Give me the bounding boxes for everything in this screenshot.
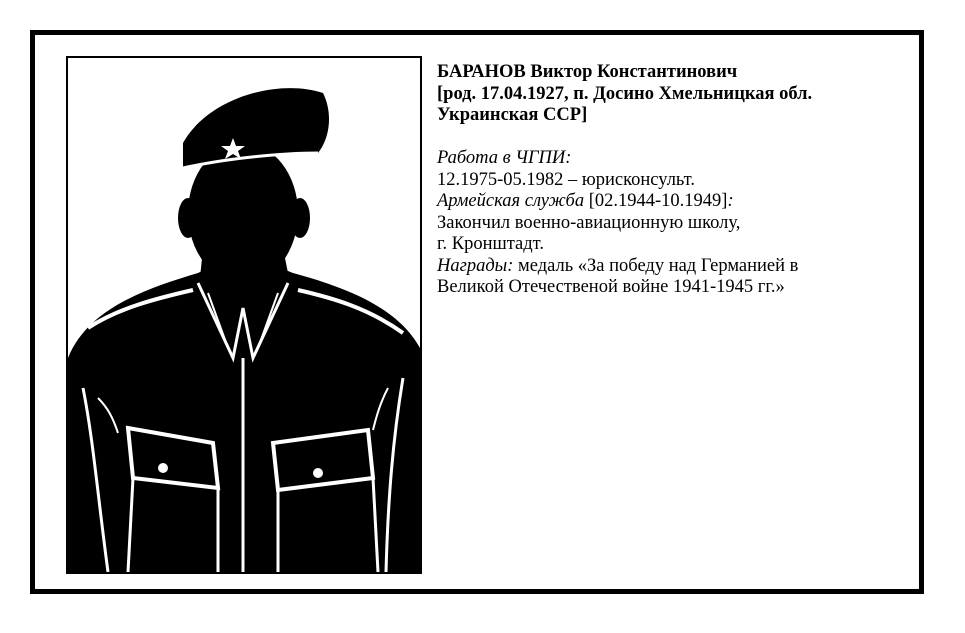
birth-info-cont: Украинская ССР]: [437, 105, 588, 125]
person-name: БАРАНОВ Виктор Константинович: [437, 62, 738, 82]
army-line-1: Закончил военно-авиационную школу,: [437, 212, 741, 233]
work-label: Работа в ЧГПИ:: [437, 148, 572, 168]
army-label: Армейская служба: [437, 191, 585, 211]
army-line-2: г. Кронштадт.: [437, 234, 544, 254]
awards-line-2: Великой Отечественой войне 1941-1945 гг.»: [437, 277, 785, 297]
biography-text: [437, 62, 907, 299]
awards-line-1: медаль «За победу над Германией в: [518, 255, 799, 276]
work-entry: 12.1975-05.1982 – юрисконсульт.: [437, 169, 695, 190]
awards-label: Награды:: [437, 255, 514, 276]
portrait-frame: [66, 56, 422, 574]
army-colon: :: [727, 191, 734, 211]
soldier-silhouette-icon: [68, 58, 420, 572]
army-period: [02.1944-10.1949]: [588, 191, 728, 211]
birth-info: [род. 17.04.1927, п. Досино Хмельницкая обл.: [437, 83, 813, 104]
